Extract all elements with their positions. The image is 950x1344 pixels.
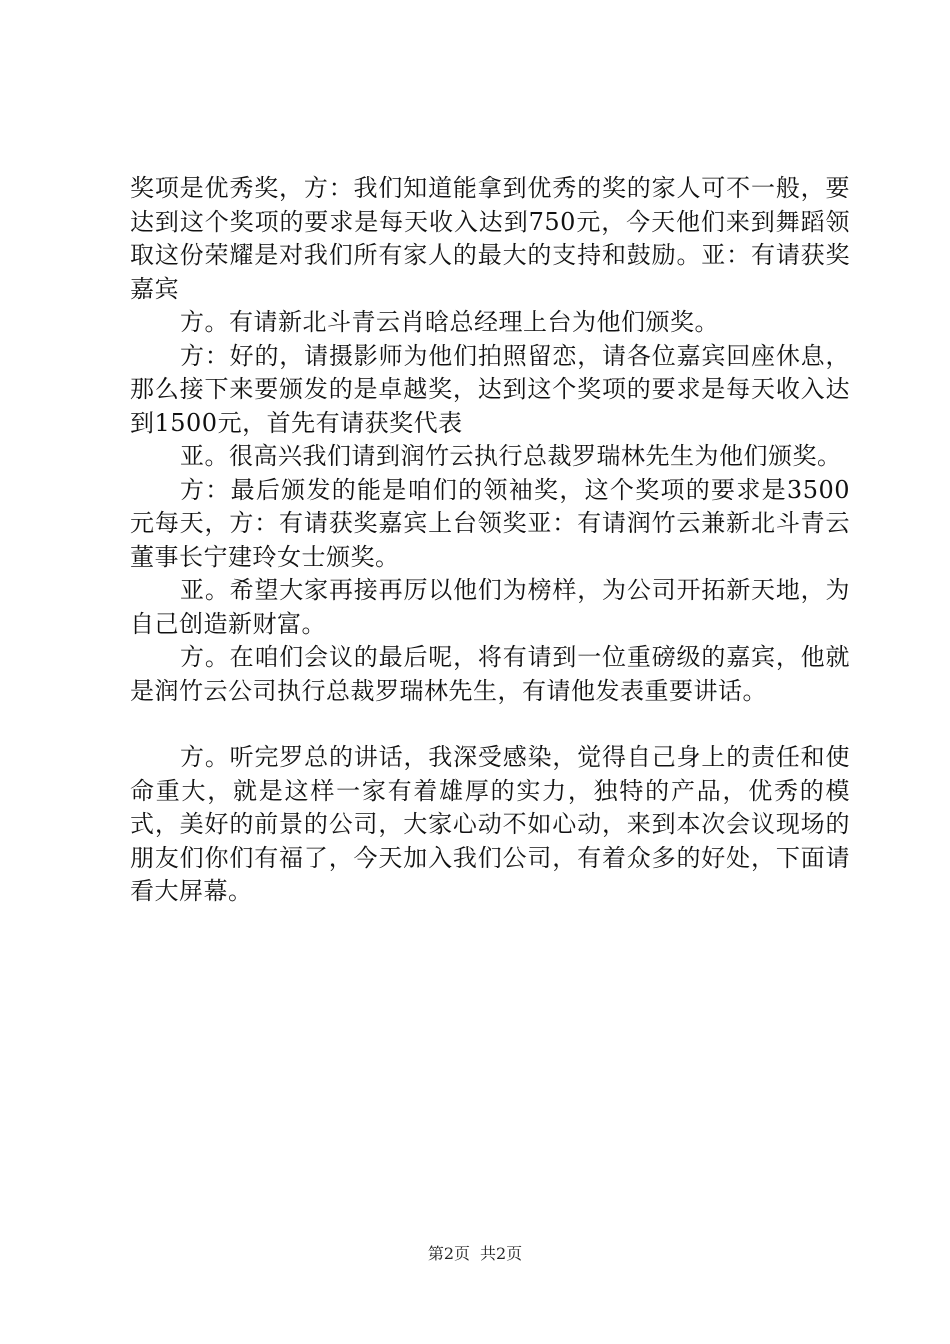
paragraph-6: 亚。希望大家再接再厉以他们为榜样，为公司开拓新天地，为自己创造新财富。 (130, 576, 850, 638)
paragraph-3: 方：好的，请摄影师为他们拍照留恋，请各位嘉宾回座休息，那么接下来要颁发的是卓越奖，达到这个奖项的要求是每天收入达到1500元，首先有请获奖代表 (130, 341, 850, 437)
document-body (130, 172, 850, 909)
paragraph-8: 方。听完罗总的讲话，我深受感染，觉得自己身上的责任和使命重大，就是这样一家有着雄厚的实力，独特的产品，优秀的模式，美好的前景的公司，大家心动不如心动，来到本次会议现场的朋友们你们有福了，今天加入我们公司，有着众多的好处，下面请看大屏幕。 (130, 743, 850, 905)
paragraph-4: 亚。很高兴我们请到润竹云执行总裁罗瑞林先生为他们颁奖。 (180, 442, 842, 470)
paragraph-1: 奖项是优秀奖，方：我们知道能拿到优秀的奖的家人可不一般，要达到这个奖项的要求是每天收入达到750元，今天他们来到舞蹈领取这份荣耀是对我们所有家人的最大的支持和鼓励。亚：有请获奖嘉宾 (130, 174, 850, 303)
page-footer (0, 1244, 950, 1264)
paragraph-2: 方。有请新北斗青云肖晗总经理上台为他们颁奖。 (180, 308, 719, 336)
paragraph-5: 方：最后颁发的能是咱们的领袖奖，这个奖项的要求是3500元每天，方：有请获奖嘉宾上台领奖亚：有请润竹云兼新北斗青云董事长宁建玲女士颁奖。 (130, 475, 850, 571)
paragraph-spacer (130, 708, 850, 741)
page-number: 第2页 (427, 1244, 470, 1263)
paragraph-7: 方。在咱们会议的最后呢，将有请到一位重磅级的嘉宾，他就是润竹云公司执行总裁罗瑞林先生，有请他发表重要讲话。 (130, 643, 850, 705)
page-total: 共2页 (480, 1244, 523, 1263)
